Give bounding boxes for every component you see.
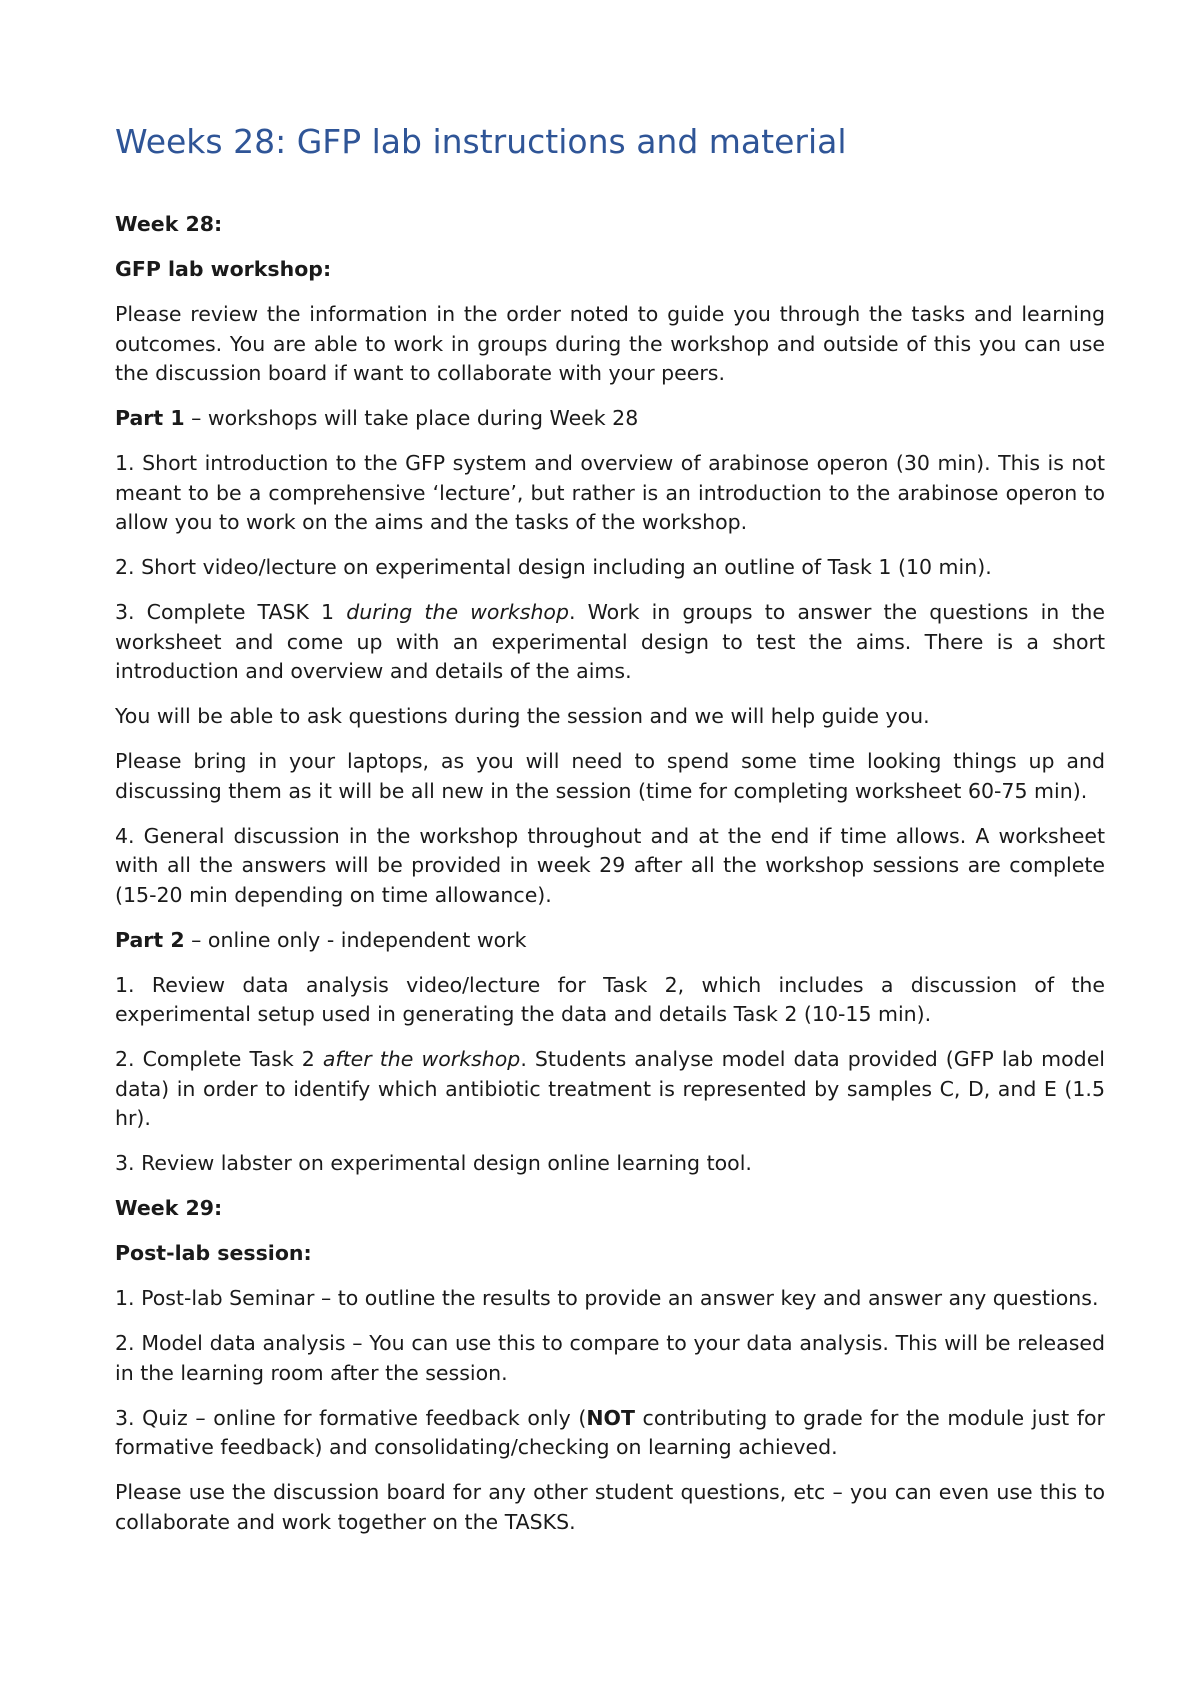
part2-item-1: 1. Review data analysis video/lecture for Task 2, which includes a discussion of the experimental setup used in generating the data and details Task 2 (10-15 min). <box>115 972 1105 1026</box>
part1-item-2: 2. Short video/lecture on experimental design including an outline of Task 1 (10 min). <box>115 555 992 579</box>
postlab-heading: Post-lab session: <box>115 1241 312 1265</box>
part2-item-2-end: . Students analyse model data provided (GFP lab model data) in order to identify which antibiotic treatment is represented by samples C, D, and E (1.5 hr). <box>115 1047 1105 1130</box>
part1-item-4: 4. General discussion in the workshop throughout and at the end if time allows. A worksheet with all the answers will be provided in week 29 after all the workshop sessions are complete (15-20 min depending on time allowance). <box>115 823 1105 907</box>
part1-item-3-end: . Work in groups to answer the questions in the worksheet and come up with an experimental design to test the aims. There is a short introduction and overview and details of the aims. <box>115 600 1106 683</box>
part1-note-laptops: Please bring in your laptops, as you will need to spend some time looking things up and discussing them as it will be all new in the session (time for completing worksheet 60-75 min). <box>115 749 1105 803</box>
postlab-item-2: 2. Model data analysis – You can use this to compare to your data analysis. This will be released in the learning room after the session. <box>115 1331 1105 1385</box>
page-title: Weeks 28: GFP lab instructions and material <box>115 122 847 161</box>
part1-item-3-emphasis: during the workshop <box>346 600 569 624</box>
postlab-item-3-emphasis: NOT <box>586 1405 635 1430</box>
postlab-item-3 <box>115 1404 1105 1463</box>
postlab-item-3-end: contributing to grade for the module just for formative feedback) and consolidating/checking on learning achieved. <box>115 1405 1105 1459</box>
week28-heading: Week 28: <box>115 212 223 236</box>
document-body <box>115 210 1105 1553</box>
part2-item-2-start: 2. Complete Task 2 <box>115 1047 323 1071</box>
part1-heading <box>115 404 1105 434</box>
part1-description: – workshops will take place during Week 28 <box>184 406 639 430</box>
week29-heading: Week 29: <box>115 1196 223 1220</box>
part1-item-3 <box>115 598 1105 687</box>
postlab-item-3-start: 3. Quiz – online for formative feedback only ( <box>115 1405 587 1430</box>
workshop-heading: GFP lab workshop: <box>115 257 332 281</box>
part2-item-3: 3. Review labster on experimental design online learning tool. <box>115 1151 752 1175</box>
postlab-item-1: 1. Post-lab Seminar – to outline the results to provide an answer key and answer any questions. <box>115 1286 1099 1310</box>
part2-label: Part 2 <box>115 927 185 952</box>
part2-item-2 <box>115 1045 1105 1134</box>
part1-note-questions: You will be able to ask questions during the session and we will help guide you. <box>115 704 930 728</box>
part1-label: Part 1 <box>115 406 185 430</box>
part2-description: – online only - independent work <box>184 927 527 952</box>
part2-heading <box>115 926 1105 956</box>
part2-item-2-emphasis: after the workshop <box>322 1047 521 1071</box>
intro-paragraph: Please review the information in the order noted to guide you through the tasks and learning outcomes. You are able to work in groups during the workshop and outside of this you can use the discussion board if want to collaborate with your peers. <box>115 302 1105 385</box>
closing-paragraph: Please use the discussion board for any other student questions, etc – you can even use this to collaborate and work together on the TASKS. <box>115 1480 1105 1534</box>
part1-item-3-start: 3. Complete TASK 1 <box>115 600 347 624</box>
part1-item-1: 1. Short introduction to the GFP system and overview of arabinose operon (30 min). This is not meant to be a comprehensive ‘lecture’, but rather is an introduction to the arabinose operon to allow you to work on the aims and the tasks of the workshop. <box>115 451 1105 534</box>
